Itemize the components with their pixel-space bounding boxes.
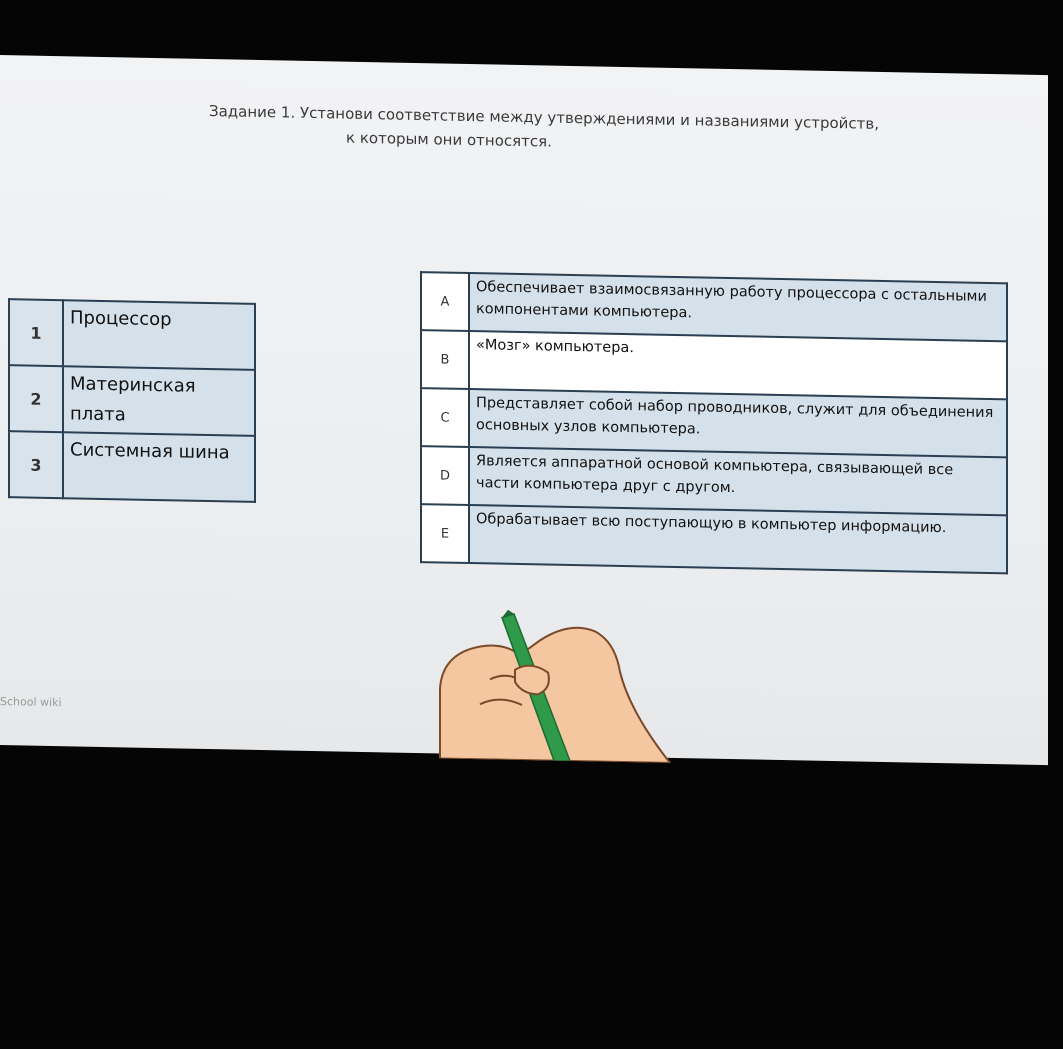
task-title-line2: к которым они относятся. xyxy=(346,128,552,151)
hand-with-pencil-icon xyxy=(430,608,690,763)
device-row xyxy=(9,365,255,436)
device-name: Материнская плата xyxy=(63,366,255,436)
statement-row xyxy=(421,504,1007,573)
devices-table xyxy=(8,298,256,503)
statement-letter: D xyxy=(421,446,469,505)
statement-text: Является аппаратной основой компьютера, связывающей все части компьютера друг с другом. xyxy=(469,447,1007,515)
statement-letter: B xyxy=(421,330,469,389)
statement-letter: E xyxy=(421,504,469,563)
device-number: 2 xyxy=(9,365,63,432)
device-row xyxy=(9,431,255,502)
statement-text: «Мозг» компьютера. xyxy=(469,331,1007,399)
device-name: Системная шина xyxy=(63,432,255,502)
watermark: School wiki xyxy=(0,695,62,710)
statement-letter: A xyxy=(421,272,469,331)
slide-screen xyxy=(0,55,1048,765)
device-number: 3 xyxy=(9,431,63,498)
statement-text: Представляет собой набор проводников, служит для объединения основных узлов компьютера. xyxy=(469,389,1007,457)
statement-text: Обрабатывает всю поступающую в компьютер информацию. xyxy=(469,505,1007,573)
device-row xyxy=(9,299,255,370)
task-title xyxy=(0,95,1048,163)
device-name: Процессор xyxy=(63,300,255,370)
device-number: 1 xyxy=(9,299,63,366)
task-title-line1: Задание 1. Установи соответствие между утверждениями и названиями устройств, xyxy=(208,102,880,133)
statements-table xyxy=(420,271,1008,574)
statement-letter: C xyxy=(421,388,469,447)
statement-text: Обеспечивает взаимосвязанную работу процессора с остальными компонентами компьютера. xyxy=(469,273,1007,341)
